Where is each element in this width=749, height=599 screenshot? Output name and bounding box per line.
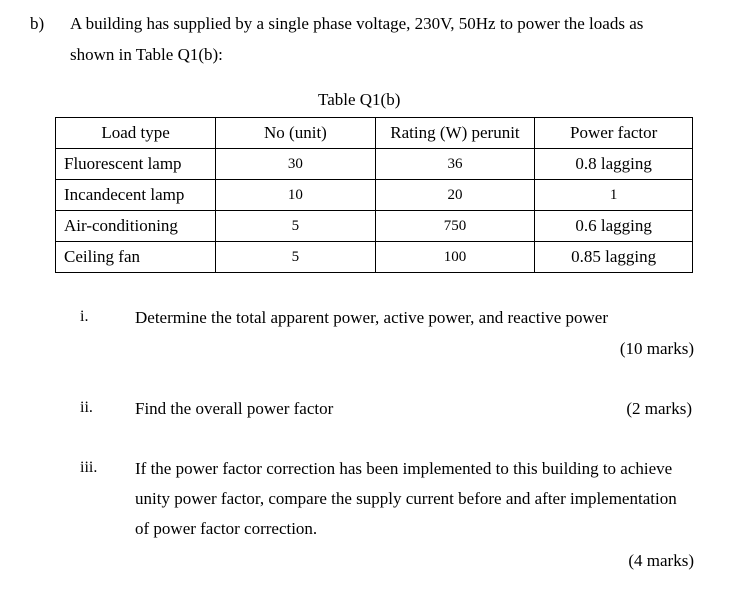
- column-header-no-unit: No (unit): [216, 118, 375, 149]
- column-header-power-factor: Power factor: [535, 118, 693, 149]
- question-3-text-line-3: of power factor correction.: [135, 519, 318, 538]
- unit-count-cell: 30: [216, 149, 375, 180]
- question-3-marks: (4 marks): [628, 551, 694, 570]
- unit-count-cell: 5: [216, 242, 375, 273]
- power-factor-cell: 0.8 lagging: [535, 149, 693, 180]
- unit-count-cell: 5: [216, 211, 375, 242]
- question-3-number: iii.: [80, 459, 98, 476]
- rating-cell: 36: [375, 149, 535, 180]
- table-row: [56, 149, 693, 180]
- load-type-cell: Air-conditioning: [56, 211, 216, 242]
- question-1-text: Determine the total apparent power, active power, and reactive power: [135, 308, 609, 327]
- load-type-cell: Incandecent lamp: [56, 180, 216, 211]
- table-row: [56, 211, 693, 242]
- table-row: [56, 242, 693, 273]
- table-row: [56, 180, 693, 211]
- power-factor-cell: 0.85 lagging: [535, 242, 693, 273]
- rating-cell: 100: [375, 242, 535, 273]
- question-2-marks: (2 marks): [626, 399, 692, 418]
- part-label: b): [30, 14, 45, 33]
- table-caption: Table Q1(b): [318, 90, 401, 109]
- question-2-text: Find the overall power factor: [135, 399, 334, 418]
- power-factor-cell: 0.6 lagging: [535, 211, 693, 242]
- question-1-number: i.: [80, 308, 89, 325]
- rating-cell: 20: [375, 180, 535, 211]
- rating-cell: 750: [375, 211, 535, 242]
- power-factor-cell: 1: [535, 180, 693, 211]
- intro-text-line-1: A building has supplied by a single phase voltage, 230V, 50Hz to power the loads as: [70, 14, 644, 33]
- question-3-text-line-2: unity power factor, compare the supply current before and after implementation: [135, 489, 677, 508]
- intro-text-line-2: shown in Table Q1(b):: [70, 45, 223, 64]
- question-1-marks: (10 marks): [619, 339, 694, 358]
- question-3-text-line-1: If the power factor correction has been implemented to this building to achieve: [135, 459, 673, 478]
- question-2-number: ii.: [80, 399, 93, 416]
- loads-table: [55, 117, 693, 273]
- table-header-row: [56, 118, 693, 149]
- load-type-cell: Fluorescent lamp: [56, 149, 216, 180]
- column-header-load-type: Load type: [56, 118, 216, 149]
- unit-count-cell: 10: [216, 180, 375, 211]
- column-header-rating: Rating (W) perunit: [375, 118, 535, 149]
- load-type-cell: Ceiling fan: [56, 242, 216, 273]
